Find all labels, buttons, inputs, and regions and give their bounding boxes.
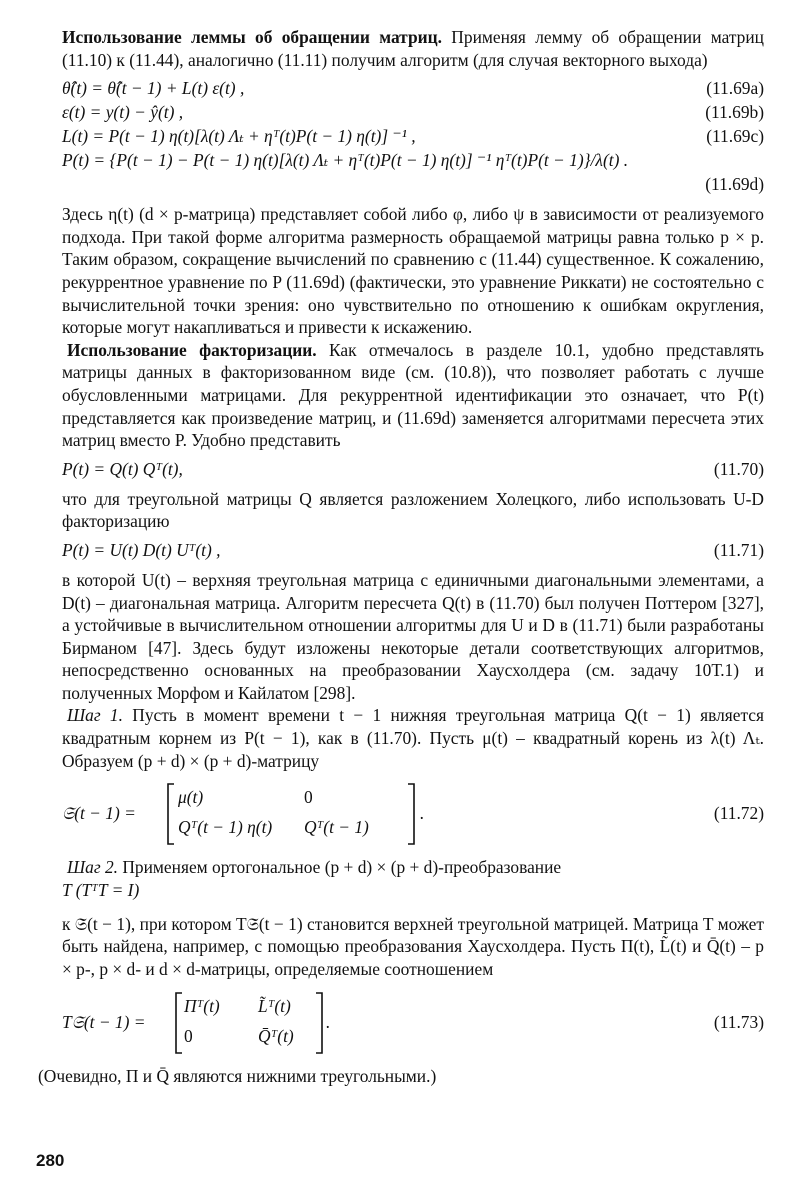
- paragraph-step-2: Шаг 2. Применяем ортогональное (p + d) × (p + d)-преобразование: [67, 857, 562, 878]
- step-1-label: Шаг 1.: [67, 705, 123, 726]
- paragraph-matrix-inversion-lemma: Использование леммы об обращении матриц. Применяя лемму об обращении матриц (11.10) к (11.44), аналогично (11.11) получим алгоритм (для случая векторного выхода): [62, 27, 764, 70]
- equation-11-69a: θ̂(t) = θ̂(t − 1) + L(t) ε(t) , (11.69a): [62, 78, 764, 99]
- paragraph-factorization: Использование факторизации. Как отмечалось в разделе 10.1, удобно представлять матрицы данных в факторизованном виде (см. (10.8)), что позволяет работать с лучше обусловленными матрицами. Для рекуррентной идентификации это означает, что P(t) представляется как произведение матриц, и (11.69d) заменяется алгоритмами пересчета этих матриц вместо P. Удобно представить: [62, 339, 764, 451]
- heading-factorization: Использование факторизации.: [67, 339, 317, 360]
- paragraph-householder: к 𝔖(t − 1), при котором T𝔖(t − 1) становится верхней треугольной матрицей. Матрица T может быть найдена, например, с помощью преобразования Хаусхолдера. Пусть Π(t), L̃(t) и Q̄(t) – p × p-, p × d- и d × d-матрицы, определяемые соотношением: [62, 913, 764, 980]
- paragraph-lower-triangular-note: (Очевидно, Π и Q̄ являются нижними треугольными.): [38, 1065, 437, 1086]
- step-2-label: Шаг 2.: [67, 857, 119, 878]
- page-body: [38, 26, 764, 1087]
- equation-11-69d-number: (11.69d): [705, 174, 764, 195]
- paragraph-eta-description: Здесь η(t) (d × p-матрица) представляет собой либо φ, либо ψ в зависимости от реализуемого подхода. При такой форме алгоритма размерность обращаемой матрицы равна только p × p. Таким образом, сокращение вычислений по сравнению с (11.44) существенное. К сожалению, рекуррентное уравнение по P (11.69d) (фактически, это уравнение Риккати) не состоятельно с вычислительной точки зрения: оно чувствительно по отношению к ошибкам округления, которые могут накапливаться и привести к искажению.: [62, 204, 764, 338]
- equation-11-73: T𝔖(t − 1) = Πᵀ(t) L̃ᵀ(t) 0 Q̄ᵀ(t) . (11.73): [62, 991, 764, 1055]
- paragraph-cholesky: что для треугольной матрицы Q является разложением Холецкого, либо использовать U-D факторизацию: [62, 488, 764, 532]
- equation-11-70: P(t) = Q(t) Qᵀ(t), (11.70): [62, 458, 764, 479]
- equation-11-69d: P(t) = {P(t − 1) − P(t − 1) η(t)[λ(t) Λₜ + ηᵀ(t)P(t − 1) η(t)] ⁻¹ ηᵀ(t)P(t − 1)}/λ(t) .: [62, 150, 629, 171]
- equation-11-72: 𝔖(t − 1) = μ(t) 0 Qᵀ(t − 1) η(t) Qᵀ(t − 1) . (11.72): [62, 782, 764, 846]
- paragraph-step-1: Шаг 1. Пусть в момент времени t − 1 нижняя треугольная матрица Q(t − 1) является квадратным корнем из P(t − 1), как в (11.70). Пусть μ(t) – квадратный корень из λ(t) Λₜ. Образуем (p + d) × (p + d)-матрицу: [62, 705, 764, 771]
- equation-11-69c: L(t) = P(t − 1) η(t)[λ(t) Λₜ + ηᵀ(t)P(t − 1) η(t)] ⁻¹ , (11.69c): [62, 126, 764, 147]
- paragraph-ud-factorization: в которой U(t) – верхняя треугольная матрица с единичными диагональными элементами, а D(t) – диагональная матрица. Алгоритм пересчета Q(t) в (11.70) был получен Поттером [327], а устойчивые в вычислительном отношении алгоритмы для U и D в (11.71) были разработаны Бирманом [47]. Здесь будут изложены некоторые детали соответствующих алгоритмов, непосредственно основанных на преобразовании Хаусхолдера (см. задачу 10Т.1) и полученных Морфом и Кайлатом [298].: [62, 569, 764, 703]
- equation-11-69b: ε(t) = y(t) − ŷ(t) , (11.69b): [62, 102, 764, 123]
- heading-matrix-inversion-lemma: Использование леммы об обращении матриц.: [62, 27, 443, 47]
- equation-orthogonal-transform: T (TᵀT = I): [62, 879, 140, 900]
- page-number: 280: [36, 1151, 65, 1170]
- equation-11-71: P(t) = U(t) D(t) Uᵀ(t) , (11.71): [62, 539, 764, 560]
